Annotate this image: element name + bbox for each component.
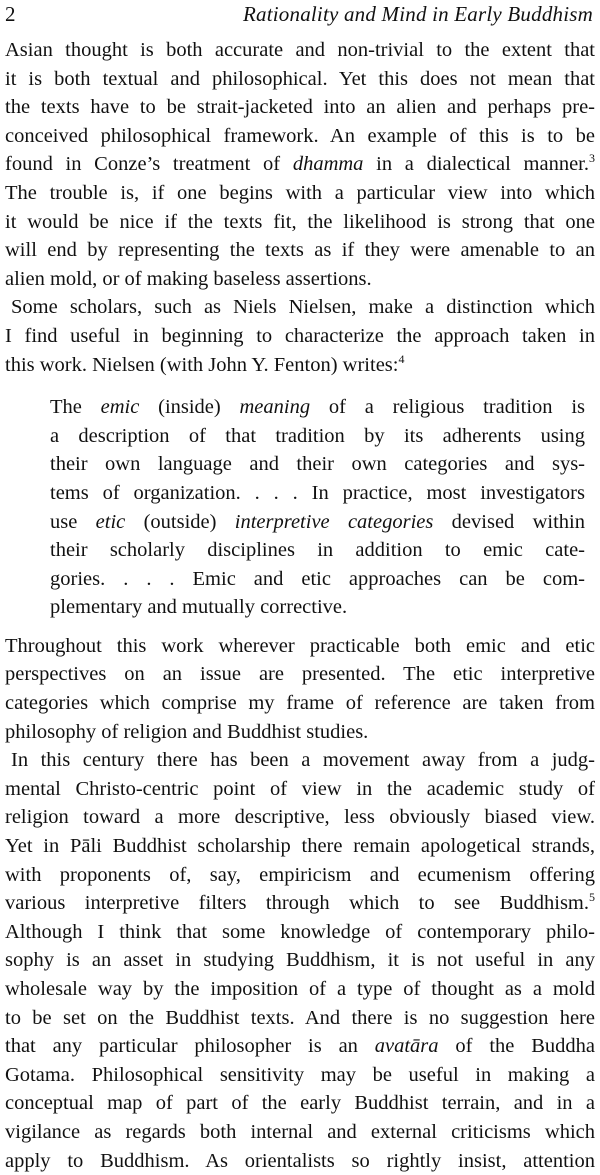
- text-line: [50, 393, 585, 422]
- text-line: vigilance as regards both internal and external criticisms which: [5, 1120, 595, 1143]
- text-line: [50, 508, 585, 537]
- text-span: various interpretive filters through which to see Buddhism.: [5, 892, 589, 915]
- text-line: to be set on the Buddhist texts. And there is no suggestion here: [5, 1006, 595, 1029]
- emphasis-text: interpretive categories: [234, 510, 434, 533]
- text-span: in a dialectical manner.: [363, 153, 589, 176]
- emphasis-text: etic: [95, 510, 126, 533]
- text-span: of the Buddha: [438, 1035, 595, 1058]
- text-line: sophy is an asset in studying Buddhism, it is not useful in any: [5, 949, 595, 972]
- text-line: a description of that tradition by its adherents using: [50, 424, 585, 447]
- text-line: In this century there has been a movement away from a judg-: [11, 749, 595, 772]
- paragraph-2: [5, 293, 595, 379]
- text-span: use: [50, 510, 96, 533]
- text-line: categories which comprise my frame of reference are taken from: [5, 692, 595, 715]
- text-line: [5, 1032, 595, 1061]
- text-line: Throughout this work wherever practicable both emic and etic: [5, 634, 595, 657]
- text-line: the texts have to be strait-jacketed into an alien and perhaps pre-: [5, 96, 595, 119]
- text-line: I find useful in beginning to characterize the approach taken in: [5, 324, 595, 347]
- text-line: will end by representing the texts as if they were amenable to an: [5, 239, 595, 262]
- text-span: (outside): [125, 510, 235, 533]
- text-span: The: [50, 396, 101, 419]
- text-line: alien mold, or of making baseless assertions.: [5, 267, 372, 290]
- text-line: Some scholars, such as Niels Nielsen, make a distinction which: [11, 296, 595, 319]
- paragraph-3: [5, 632, 595, 746]
- text-line: tems of organization. . . . In practice, most investigators: [50, 481, 585, 504]
- text-line: their own language and their own categories and sys-: [50, 453, 585, 476]
- text-line: philosophy of religion and Buddhist studies.: [5, 720, 369, 743]
- text-line: [5, 889, 595, 918]
- text-line: their scholarly disciplines in addition to emic cate-: [50, 539, 585, 562]
- text-span: this work. Nielsen (with John Y. Fenton) writes:: [5, 353, 399, 376]
- text-line: perspectives on an issue are presented. The etic interpretive: [5, 663, 595, 686]
- text-span: of a religious tradition is: [310, 396, 585, 419]
- text-span: found in Conze’s treatment of: [5, 153, 293, 176]
- text-line: conceived philosophical framework. An example of this is to be: [5, 124, 595, 147]
- paragraph-1: [5, 36, 595, 293]
- text-line: [5, 150, 595, 179]
- text-span: (inside): [139, 396, 240, 419]
- paragraph-4: [5, 746, 595, 1175]
- emphasis-text: avatāra: [374, 1035, 439, 1058]
- text-line: Asian thought is both accurate and non-trivial to the extent that: [5, 39, 595, 61]
- spacer: [5, 622, 595, 632]
- page-header: [5, 0, 595, 36]
- book-page: [5, 0, 595, 1175]
- emphasis-text: emic: [100, 396, 140, 419]
- running-head: Rationality and Mind in Early Buddhism: [243, 2, 593, 26]
- text-line: it would be nice if the texts fit, the likelihood is strong that one: [5, 210, 595, 233]
- emphasis-text: dhamma: [292, 153, 364, 176]
- text-line: Yet in Pāli Buddhist scholarship there remain apologetical strands,: [5, 835, 595, 858]
- text-line: it is both textual and philosophical. Yet this does not mean that: [5, 67, 595, 90]
- footnote-ref: 4: [398, 351, 405, 366]
- text-line: religion toward a more descriptive, less obviously biased view.: [5, 806, 595, 829]
- footnote-ref: 3: [589, 151, 595, 166]
- text-line: The trouble is, if one begins with a particular view into which: [5, 181, 595, 204]
- emphasis-text: meaning: [239, 396, 311, 419]
- text-span: that any particular philosopher is an: [5, 1035, 375, 1058]
- text-line: wholesale way by the imposition of a type of thought as a mold: [5, 978, 595, 1000]
- text-line: Gotama. Philosophical sensitivity may be useful in making a: [5, 1063, 595, 1086]
- block-quote: [5, 393, 595, 622]
- text-line: [5, 351, 595, 380]
- text-line: gories. . . . Emic and etic approaches can be com-: [50, 567, 585, 590]
- footnote-ref: 5: [589, 890, 595, 905]
- text-line: plementary and mutually corrective.: [50, 596, 348, 619]
- text-line: apply to Buddhism. As orientalists so rightly insist, attention: [5, 1149, 595, 1172]
- spacer: [5, 379, 595, 393]
- text-line: conceptual map of part of the early Buddhist terrain, and in a: [5, 1092, 595, 1115]
- text-span: devised within: [433, 510, 585, 533]
- text-line: Although I think that some knowledge of contemporary philo-: [5, 920, 595, 943]
- page-number: 2: [5, 2, 16, 26]
- text-line: with proponents of, say, empiricism and ecumenism offering: [5, 863, 595, 886]
- text-line: mental Christo-centric point of view in the academic study of: [5, 777, 595, 800]
